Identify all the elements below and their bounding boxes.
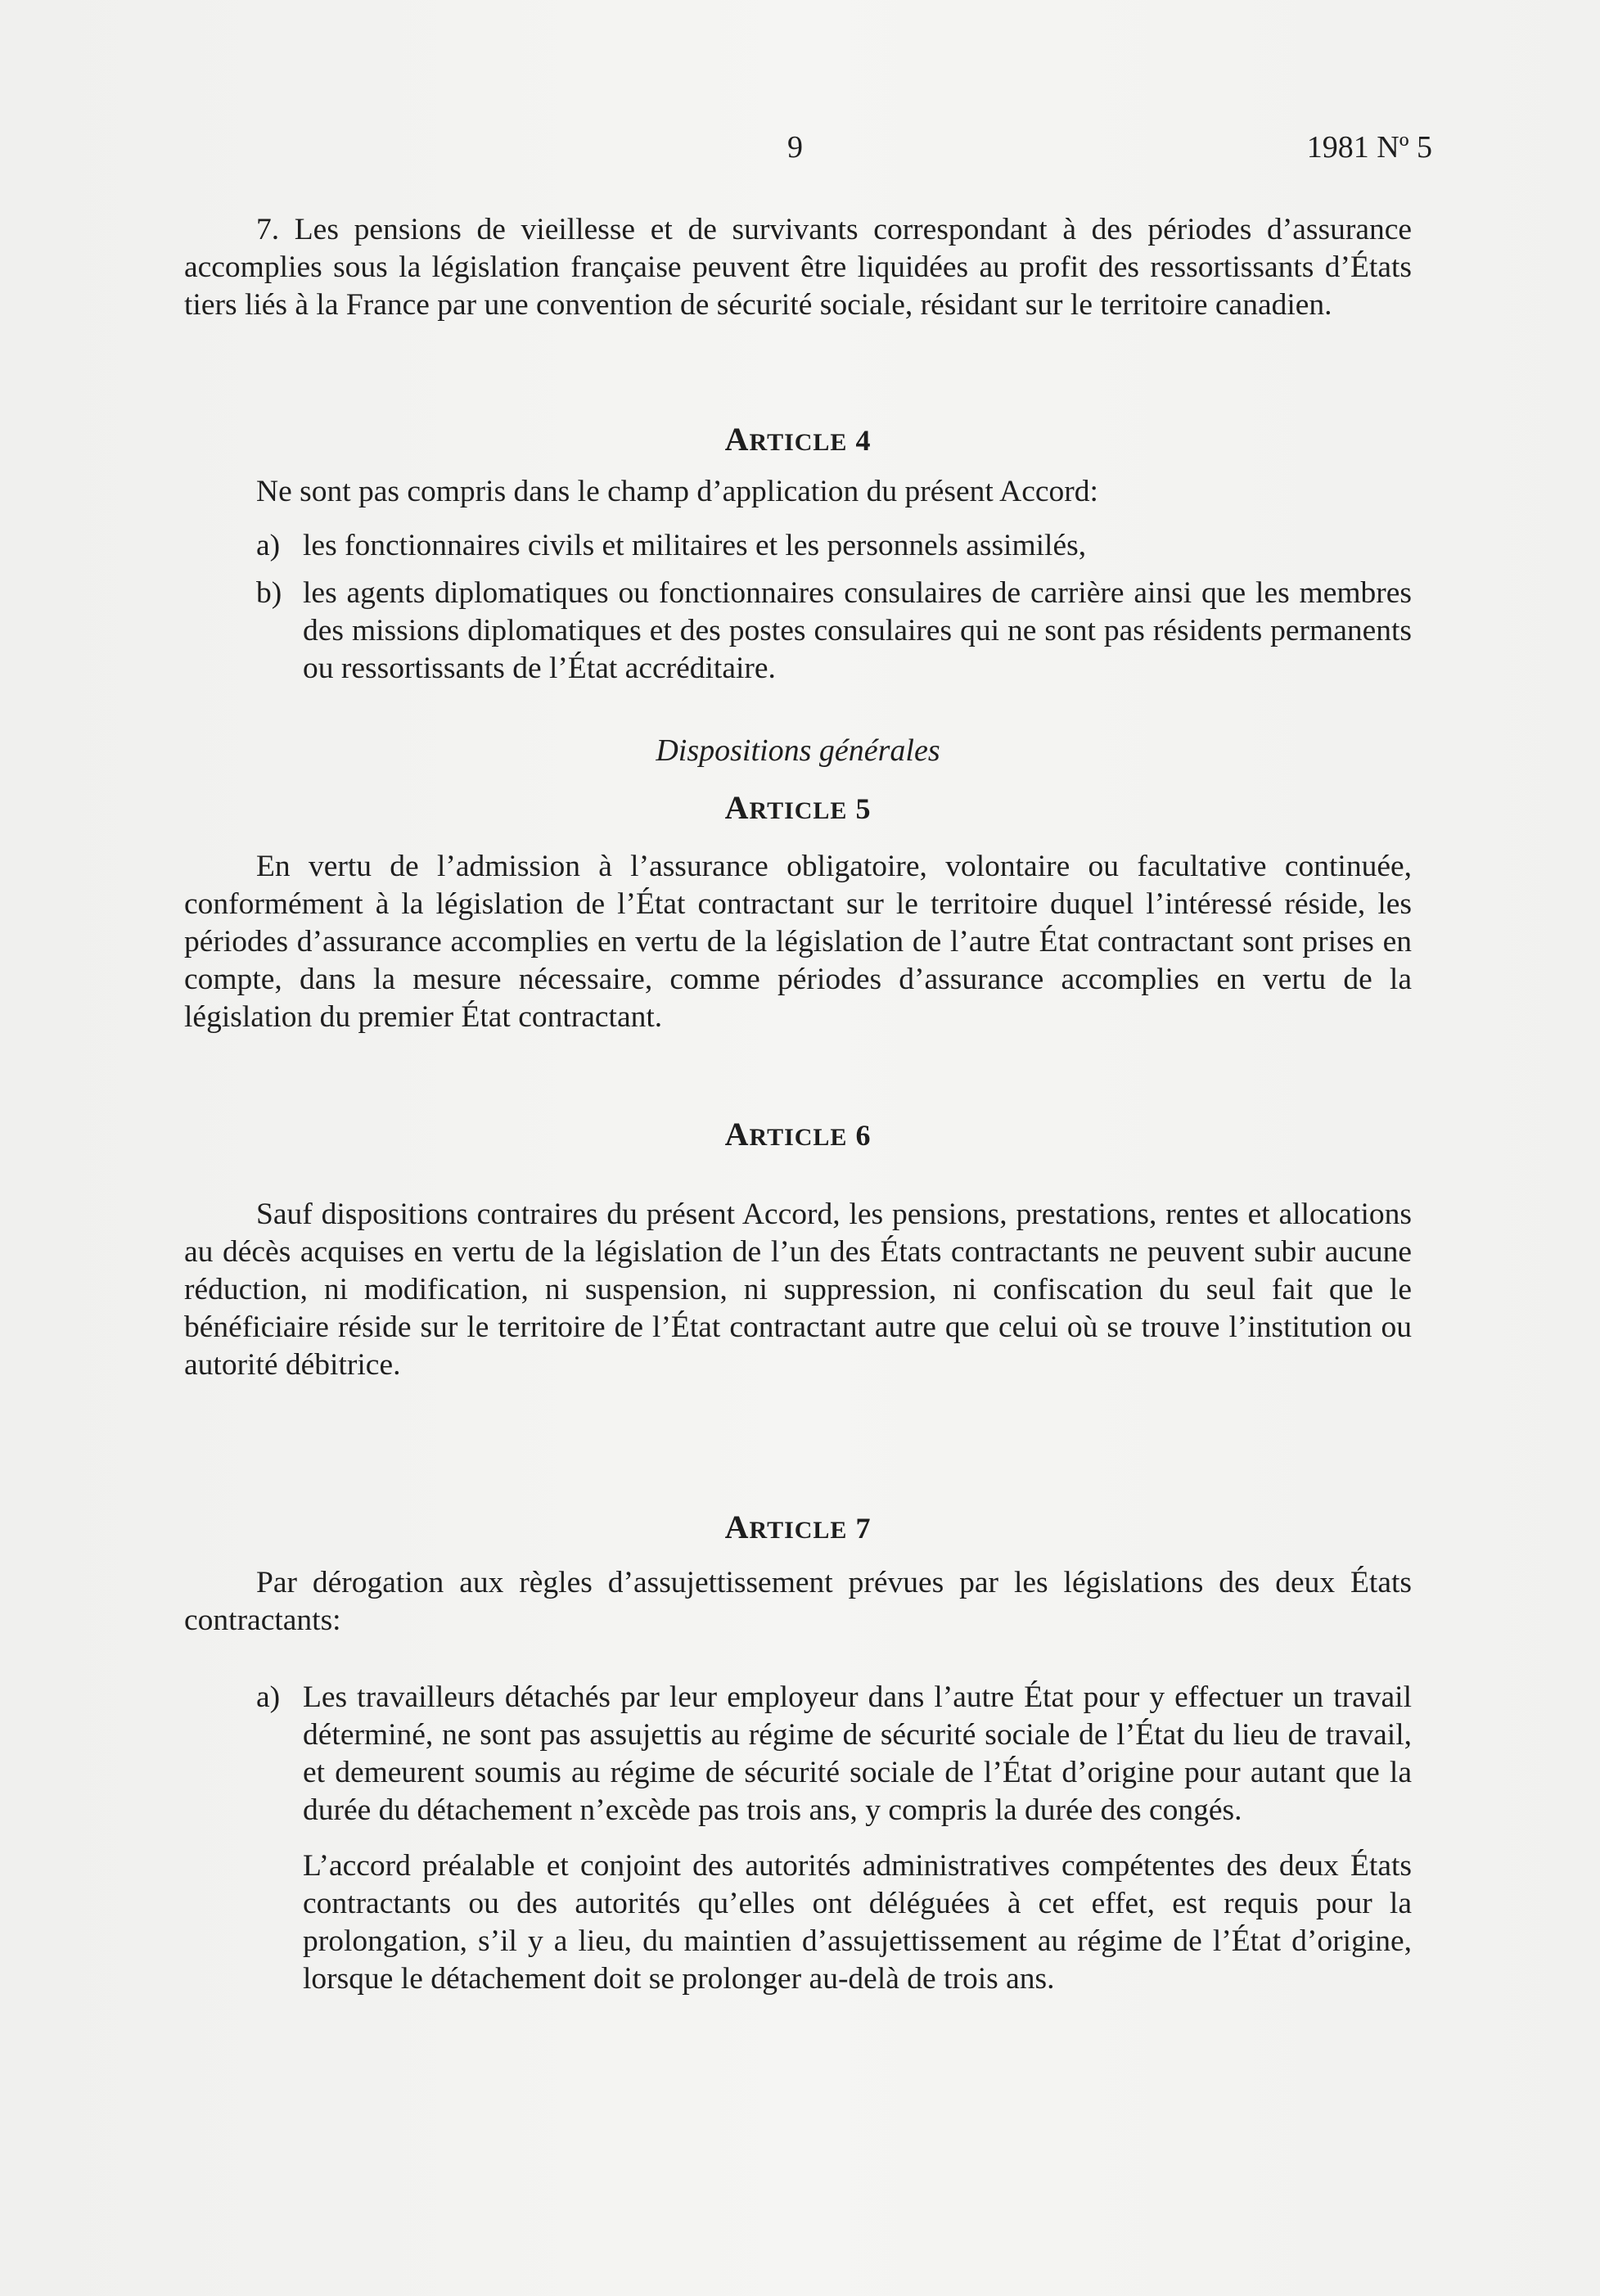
article-5-text: En vertu de l’admission à l’assurance obligatoire, volontaire ou facultative continuée, conformément à la législation de l’État contractant sur le territoire duquel l’intéressé réside, les périodes d’assurance accomplies en vertu de la législation de l’autre État contractant sont prises en compte, dans la mesure nécessaire, comme périodes d’assurance accomplies en vertu de la législation du premier État contractant. xyxy=(184,850,1412,1034)
article-4-intro: Ne sont pas compris dans le champ d’application du présent Accord: xyxy=(256,475,1098,508)
article-4-heading: ARTICLE 4 xyxy=(724,421,872,458)
list-item-text: Les travailleurs détachés par leur employeur dans l’autre État pour y effectuer un travail déterminé, ne sont pas assujettis au régime de sécurité sociale de l’État du lieu de travail, et demeurent soumis au régime de sécurité sociale de l’État d’origine pour autant que la durée du détachement n’excède pas trois ans, y compris la durée des congés. xyxy=(303,1680,1412,1827)
list-item-text: les fonctionnaires civils et militaires et les personnels assimilés, xyxy=(303,529,1087,562)
article-7-item-a xyxy=(184,1679,1412,1829)
article-7-item-a-subparagraph: L’accord préalable et conjoint des autorités administratives compétentes des deux États contractants ou des autorités qu’elles ont déléguées à cet effet, est requis pour la prolongation, s’il y a lieu, du maintien d’assujettissement au régime de l’État d’origine, lorsque le détachement doit se prolonger au-delà de trois ans. xyxy=(303,1849,1412,1996)
article-4-item-b xyxy=(184,575,1412,688)
list-item-text: les agents diplomatiques ou fonctionnaires consulaires de carrière ainsi que les membres des missions diplomatiques et des postes consulaires qui ne sont pas résidents permanents ou ressortissants de l’État accréditaire. xyxy=(303,576,1412,685)
article-7-intro: Par dérogation aux règles d’assujettissement prévues par les législations des deux États contractants: xyxy=(184,1566,1412,1637)
page-header xyxy=(0,129,1600,170)
list-marker: b) xyxy=(256,576,282,610)
section-heading-general: Dispositions générales xyxy=(656,733,940,768)
list-marker: a) xyxy=(256,529,281,562)
list-marker: a) xyxy=(256,1680,281,1714)
article-7-heading: ARTICLE 7 xyxy=(724,1509,872,1545)
document-reference: 1981 Nº 5 xyxy=(1306,130,1432,165)
article-4-item-a xyxy=(184,527,1412,565)
article-5-heading: ARTICLE 5 xyxy=(724,789,872,826)
paragraph-7: 7. Les pensions de vieillesse et de survivants correspondant à des périodes d’assurance accomplies sous la législation française peuvent être liquidées au profit des ressortissants d’États tiers liés à la France par une convention de sécurité sociale, résidant sur le territoire canadien. xyxy=(184,213,1412,322)
article-6-text: Sauf dispositions contraires du présent Accord, les pensions, prestations, rentes et allocations au décès acquises en vertu de la législation de l’un des États contractants ne peuvent subir aucune réduction, ni modification, ni suspension, ni suppression, ni confiscation du seul fait que le bénéficiaire réside sur le territoire de l’État contractant autre que celui où se trouve l’institution ou autorité débitrice. xyxy=(184,1198,1412,1382)
article-6-heading: ARTICLE 6 xyxy=(724,1116,872,1153)
document-body xyxy=(184,211,1412,1998)
page-number: 9 xyxy=(787,130,803,165)
